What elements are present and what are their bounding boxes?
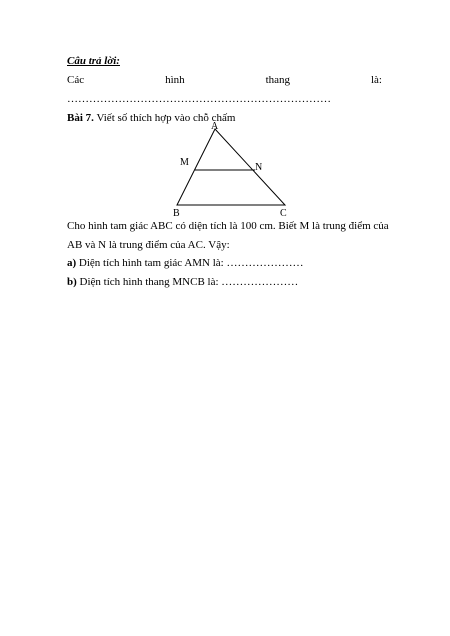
word-thang: thang xyxy=(265,74,291,86)
trapezoid-answer-line xyxy=(67,74,382,87)
label-c: C xyxy=(280,208,287,219)
label-n: N xyxy=(255,162,263,173)
problem-line-1: Cho hình tam giác ABC có diện tích là 100 cm. Biết M là trung điểm của xyxy=(67,220,389,232)
answer-blank-dots[interactable]: ……………………………………………………………… xyxy=(67,93,331,105)
label-b: B xyxy=(173,208,180,219)
question-a-label: a) xyxy=(67,257,77,269)
question-a-text[interactable]: Diện tích hình tam giác AMN là: ………………… xyxy=(78,257,304,269)
problem-line-2: AB và N là trung điểm của AC. Vậy: xyxy=(67,239,230,251)
question-b xyxy=(67,276,298,289)
triangle-abc xyxy=(177,129,285,205)
word-cac: Các xyxy=(67,74,85,86)
exercise-number: Bài 7. xyxy=(67,112,94,124)
question-b-text[interactable]: Diện tích hình thang MNCB là: ………………… xyxy=(79,276,299,288)
triangle-diagram xyxy=(160,118,300,220)
word-hinh: hình xyxy=(165,74,185,86)
question-a xyxy=(67,257,303,270)
label-m: M xyxy=(180,157,189,168)
label-a: A xyxy=(211,121,219,132)
word-la: là: xyxy=(370,74,382,86)
question-b-label: b) xyxy=(67,276,77,288)
exercise-instruction: Viết số thích hợp vào chỗ chấm xyxy=(96,112,236,124)
answer-heading: Câu trả lời: xyxy=(67,55,120,67)
